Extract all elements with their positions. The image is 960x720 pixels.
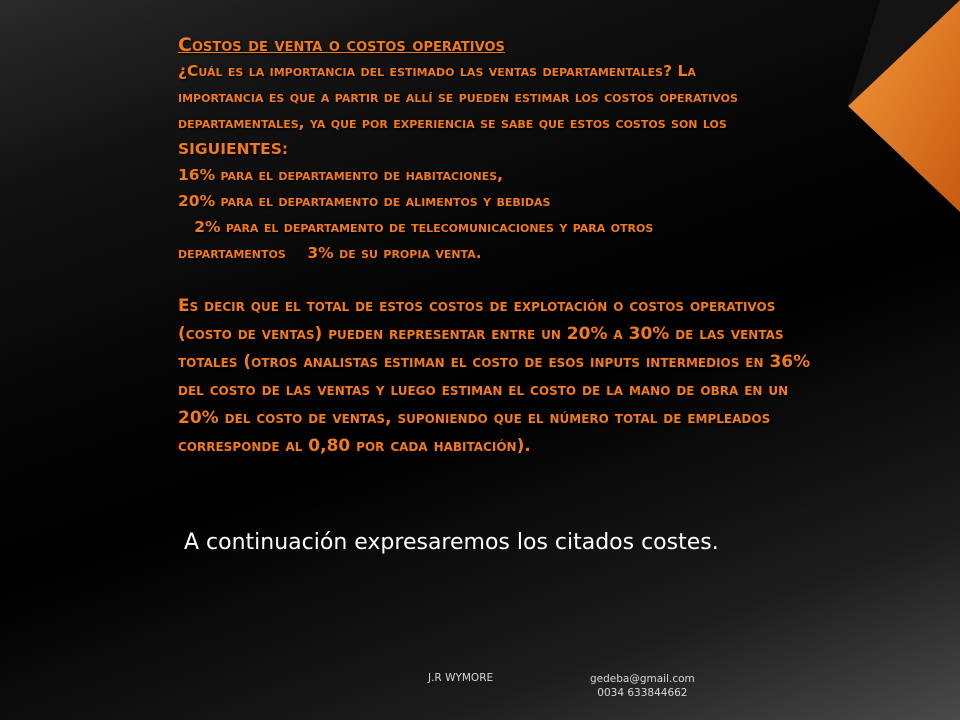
paragraph-line-3: totales (otros analistas estiman el costo de esos inputs intermedios en 36% (178, 352, 811, 372)
question-line-2: importancia es que a partir de allí se pueden estimar los costos operativos (178, 88, 738, 106)
slide-title: Costos de venta o costos operativos (178, 34, 505, 56)
paragraph-line-1: Es decir que el total de estos costos de explotación o costos operativos (178, 296, 776, 316)
paragraph-line-2: (costo de ventas) pueden representar entre un 20% a 30% de las ventas (178, 324, 784, 344)
footer-phone: 0034 633844662 (597, 687, 688, 699)
list-item: departamentos 3% de su propia venta. (178, 244, 482, 262)
paragraph-line-5: 20% del costo de ventas, suponiendo que el número total de empleados (178, 408, 771, 428)
slide-subtitle: A continuación expresaremos los citados costes. (184, 530, 719, 555)
list-item: 2% para el departamento de telecomunicaciones y para otros (178, 218, 654, 236)
footer-email: gedeba@gmail.com (590, 673, 695, 685)
paragraph-line-4: del costo de las ventas y luego estiman el costo de la mano de obra en un (178, 380, 789, 400)
question-line-3: departamentales, ya que por experiencia se sabe que estos costos son los (178, 114, 727, 132)
paragraph-line-6: corresponde al 0,80 por cada habitación). (178, 436, 531, 456)
footer-author: J.R WYMORE (428, 672, 494, 684)
footer-contact (590, 672, 695, 700)
list-item: 16% para el departamento de habitaciones, (178, 166, 504, 184)
slide-body (178, 32, 914, 460)
list-item: 20% para el departamento de alimentos y bebidas (178, 192, 551, 210)
question-line-1: ¿Cuál es la importancia del estimado las ventas departamentales? La (178, 62, 696, 80)
question-line-4: SIGUIENTES: (178, 140, 289, 158)
